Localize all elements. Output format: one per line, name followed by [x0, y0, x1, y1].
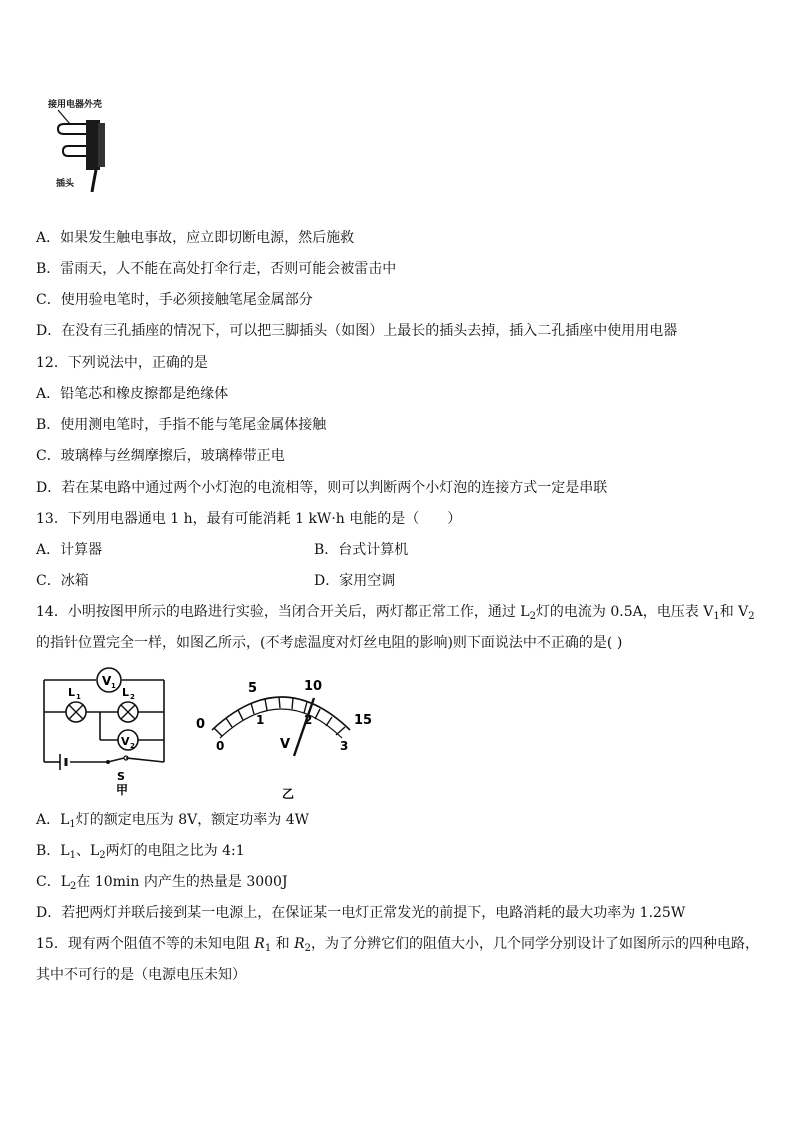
- svg-text:3: 3: [340, 739, 349, 753]
- svg-text:0: 0: [216, 739, 225, 753]
- svg-text:15: 15: [354, 713, 373, 728]
- q11-option-b: B．雷雨天，人不能在高处打伞行走，否则可能会被雷击中: [36, 261, 397, 277]
- svg-text:1: 1: [111, 682, 116, 690]
- svg-text:V: V: [280, 737, 291, 752]
- svg-text:2: 2: [304, 713, 313, 727]
- plug-figure: [46, 96, 126, 192]
- svg-text:2: 2: [130, 742, 135, 750]
- voltmeter-dial-yi: [190, 672, 380, 802]
- svg-text:S: S: [117, 770, 125, 783]
- svg-text:2: 2: [130, 693, 135, 701]
- svg-text:V: V: [121, 735, 130, 748]
- svg-text:L: L: [68, 686, 76, 699]
- svg-text:1: 1: [256, 713, 265, 727]
- caption-jia: 甲: [116, 783, 129, 797]
- q15-stem: 15．现有两个阻值不等的未知电阻 $R_1$ 和 $R_2$，为了分辨它们的阻值大小，几个同学分别设计了如图所示的四种电路，其中不可行的是（电源电压未知）: [36, 936, 760, 983]
- svg-text:5: 5: [248, 681, 258, 696]
- q12-option-a: A．铅笔芯和橡皮擦都是绝缘体: [36, 386, 229, 402]
- q14-option-a: A．$L_1$灯的额定电压为 8V，额定功率为 4W: [36, 812, 310, 830]
- dial-svg: [190, 672, 380, 802]
- svg-text:V: V: [102, 674, 112, 688]
- q13-option-b: B．台式计算机: [314, 542, 409, 558]
- q14-option-b: B．$L_1$、$L_2$两灯的电阻之比为 4:1: [36, 843, 245, 861]
- svg-text:1: 1: [76, 693, 81, 701]
- plug-label-top: 接用电器外壳: [48, 100, 103, 110]
- q12-stem: 12．下列说法中，正确的是: [36, 355, 208, 371]
- plug-diagram: [46, 96, 126, 192]
- q12-option-d: D．若在某电路中通过两个小灯泡的电流相等，则可以判断两个小灯泡的连接方式一定是串联: [36, 480, 608, 496]
- svg-text:0: 0: [196, 717, 206, 732]
- q13-option-a: A．计算器: [36, 542, 103, 558]
- q14-stem: 14．小明按图甲所示的电路进行实验，当闭合开关后，两灯都正常工作，通过 $L_2$灯的电流为 0.5A，电压表 $V_1$和 $V_2$的指针位置完全一样，如图乙所示，(不考虑温度对灯丝电阻的影响)则下面说法中不正确的是( ): [36, 604, 755, 651]
- q11-option-a: A．如果发生触电事故，应立即切断电源，然后施救: [36, 230, 355, 246]
- q11-option-c: C．使用验电笔时，手必须接触笔尾金属部分: [36, 292, 313, 308]
- q11-option-d: D．在没有三孔插座的情况下，可以把三脚插头（如图）上最长的插头去掉，插入二孔插座中使用用电器: [36, 323, 678, 339]
- svg-text:L: L: [122, 686, 130, 699]
- q12-option-c: C．玻璃棒与丝绸摩擦后，玻璃棒带正电: [36, 448, 285, 464]
- circuit-diagram-jia: [36, 660, 176, 800]
- q14-option-c: C．$L_2$在 10min 内产生的热量是 3000J: [36, 874, 288, 892]
- dial-needle: [294, 698, 314, 756]
- q14-option-d: D．若把两灯并联后接到某一电源上，在保证某一电灯正常发光的前提下，电路消耗的最大功率为 1.25W: [36, 905, 686, 921]
- q13-option-c: C．冰箱: [36, 573, 89, 589]
- q13-option-d: D．家用空调: [314, 573, 396, 589]
- plug-label-bottom: 插头: [56, 179, 75, 189]
- svg-text:10: 10: [304, 679, 323, 694]
- q12-option-b: B．使用测电笔时，手指不能与笔尾金属体接触: [36, 417, 327, 433]
- caption-yi: 乙: [282, 787, 295, 801]
- circuit-svg: [36, 660, 176, 800]
- battery-icon: [60, 754, 66, 770]
- q13-stem: 13．下列用电器通电 1 h，最有可能消耗 1 kW·h 电能的是（ ）: [36, 511, 462, 527]
- switch-icon: [106, 756, 128, 764]
